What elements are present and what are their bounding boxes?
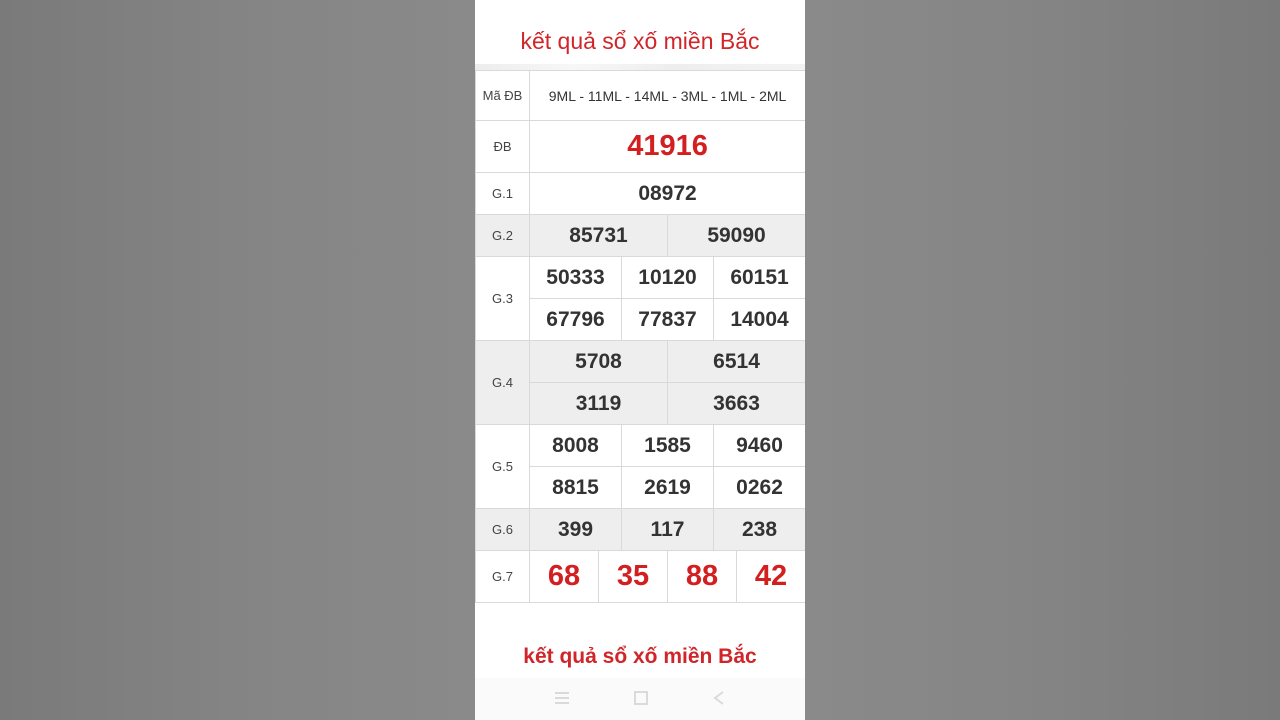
prize-number: 67796 bbox=[530, 299, 622, 341]
table-row-g1 bbox=[476, 173, 806, 215]
table-row-g6 bbox=[476, 509, 806, 551]
table-row-g7 bbox=[476, 551, 806, 603]
prize-number: 3663 bbox=[668, 383, 806, 425]
table-row-special bbox=[476, 121, 806, 173]
back-icon[interactable] bbox=[710, 690, 728, 706]
phone-screen bbox=[475, 0, 805, 720]
table-row-g5 bbox=[476, 425, 806, 467]
prize-number: 08972 bbox=[530, 173, 806, 215]
prize-number: 5708 bbox=[530, 341, 668, 383]
row-label-g4: G.4 bbox=[476, 341, 530, 425]
prize-number: 77837 bbox=[622, 299, 714, 341]
home-icon[interactable] bbox=[632, 690, 650, 706]
table-row-g4 bbox=[476, 341, 806, 383]
prize-number: 42 bbox=[737, 551, 806, 603]
table-row-code bbox=[476, 71, 806, 121]
prize-number: 8815 bbox=[530, 467, 622, 509]
prize-number: 50333 bbox=[530, 257, 622, 299]
table-row-g2 bbox=[476, 215, 806, 257]
prize-number: 35 bbox=[599, 551, 668, 603]
prize-number: 117 bbox=[622, 509, 714, 551]
prize-number: 85731 bbox=[530, 215, 668, 257]
prize-number: 59090 bbox=[668, 215, 806, 257]
row-label-g7: G.7 bbox=[476, 551, 530, 603]
prize-number: 1585 bbox=[622, 425, 714, 467]
prize-number: 6514 bbox=[668, 341, 806, 383]
prize-number: 8008 bbox=[530, 425, 622, 467]
android-nav-bar bbox=[475, 678, 805, 720]
row-label-special: ĐB bbox=[476, 121, 530, 173]
row-label-g3: G.3 bbox=[476, 257, 530, 341]
page-title: kết quả sổ xố miền Bắc bbox=[520, 28, 760, 54]
row-label-g1: G.1 bbox=[476, 173, 530, 215]
prize-number: 88 bbox=[668, 551, 737, 603]
prize-number: 2619 bbox=[622, 467, 714, 509]
results-table bbox=[475, 70, 805, 603]
prize-number: 9460 bbox=[714, 425, 806, 467]
prize-number: 0262 bbox=[714, 467, 806, 509]
prize-number: 3119 bbox=[530, 383, 668, 425]
special-prize: 41916 bbox=[530, 121, 806, 173]
prize-number: 14004 bbox=[714, 299, 806, 341]
prize-number: 68 bbox=[530, 551, 599, 603]
prize-number: 399 bbox=[530, 509, 622, 551]
row-label-g5: G.5 bbox=[476, 425, 530, 509]
prize-number: 10120 bbox=[622, 257, 714, 299]
row-label-g2: G.2 bbox=[476, 215, 530, 257]
row-label-code: Mã ĐB bbox=[476, 71, 530, 121]
prize-number: 60151 bbox=[714, 257, 806, 299]
prize-number: 238 bbox=[714, 509, 806, 551]
menu-icon[interactable] bbox=[553, 690, 571, 706]
row-label-g6: G.6 bbox=[476, 509, 530, 551]
footer-title: kết quả sổ xố miền Bắc bbox=[523, 645, 757, 668]
table-row-g3 bbox=[476, 257, 806, 299]
special-code: 9ML - 11ML - 14ML - 3ML - 1ML - 2ML bbox=[530, 71, 806, 121]
